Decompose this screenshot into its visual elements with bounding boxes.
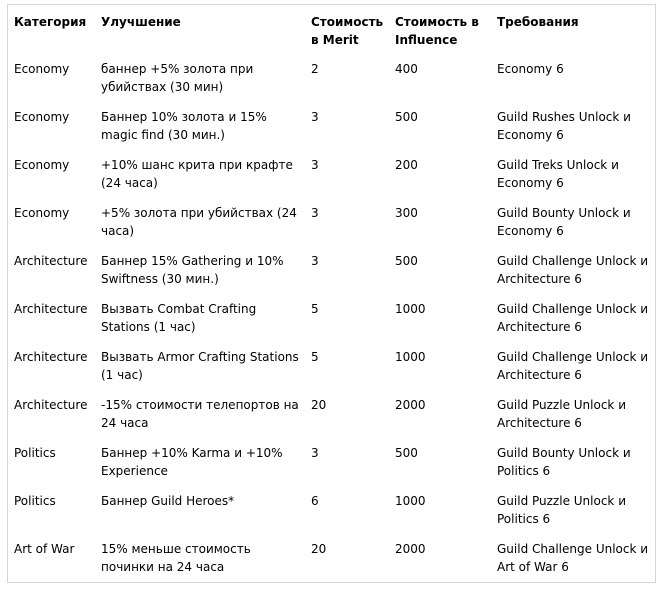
- header-merit-cost: Стоимость в Merit: [311, 15, 384, 47]
- header-requirements: Требования: [497, 15, 579, 29]
- cell-upgrade: +5% золота при убийствах (24 часа): [101, 206, 297, 238]
- cell-requirements: Economy 6: [497, 62, 564, 76]
- cell-requirements: Guild Puzzle Unlock и Politics 6: [497, 494, 626, 526]
- cell-merit: 3: [311, 158, 319, 172]
- cell-upgrade: Вызвать Combat Crafting Stations (1 час): [101, 302, 257, 334]
- header-row: [7, 4, 656, 55]
- cell-upgrade: Баннер Guild Heroes*: [101, 494, 235, 508]
- cell-merit: 5: [311, 350, 319, 364]
- cell-upgrade: Вызвать Armor Crafting Stations (1 час): [101, 350, 299, 382]
- table-row: [7, 487, 656, 535]
- cell-influence: 400: [395, 62, 418, 76]
- cell-category: Economy: [14, 110, 70, 124]
- cell-category: Economy: [14, 206, 70, 220]
- cell-merit: 20: [311, 542, 327, 556]
- cell-merit: 5: [311, 302, 319, 316]
- table-row: [7, 343, 656, 391]
- cell-requirements: Guild Challenge Unlock и Architecture 6: [497, 302, 649, 334]
- cell-category: Politics: [14, 446, 56, 460]
- header-category: Категория: [14, 15, 87, 29]
- cell-category: Politics: [14, 494, 56, 508]
- cell-category: Architecture: [14, 350, 88, 364]
- header-upgrade: Улучшение: [101, 15, 181, 29]
- cell-merit: 6: [311, 494, 319, 508]
- cell-requirements: Guild Rushes Unlock и Economy 6: [497, 110, 631, 142]
- header-influence-cost: Стоимость в Influence: [395, 15, 479, 47]
- table-row: [7, 199, 656, 247]
- cell-influence: 300: [395, 206, 418, 220]
- table-row: [7, 295, 656, 343]
- cell-requirements: Guild Puzzle Unlock и Architecture 6: [497, 398, 626, 430]
- guild-upgrades-table: [7, 4, 656, 583]
- cell-merit: 3: [311, 254, 319, 268]
- cell-influence: 1000: [395, 350, 426, 364]
- cell-upgrade: баннер +5% золота при убийствах (30 мин): [101, 62, 254, 94]
- cell-requirements: Guild Challenge Unlock и Architecture 6: [497, 254, 649, 286]
- cell-influence: 500: [395, 446, 418, 460]
- cell-upgrade: 15% меньше стоимость починки на 24 часа: [101, 542, 251, 574]
- cell-upgrade: -15% стоимости телепортов на 24 часа: [101, 398, 299, 430]
- table-row: [7, 151, 656, 199]
- table-row: [7, 103, 656, 151]
- table-row: [7, 535, 656, 583]
- cell-influence: 200: [395, 158, 418, 172]
- cell-influence: 500: [395, 254, 418, 268]
- cell-category: Economy: [14, 62, 70, 76]
- cell-requirements: Guild Challenge Unlock и Art of War 6: [497, 542, 649, 574]
- cell-category: Architecture: [14, 254, 88, 268]
- cell-upgrade: Баннер 15% Gathering и 10% Swiftness (30 мин.): [101, 254, 284, 286]
- cell-requirements: Guild Bounty Unlock и Economy 6: [497, 206, 631, 238]
- cell-category: Art of War: [14, 542, 75, 556]
- cell-merit: 3: [311, 446, 319, 460]
- cell-category: Architecture: [14, 398, 88, 412]
- cell-upgrade: Баннер 10% золота и 15% magic find (30 мин.): [101, 110, 267, 142]
- cell-upgrade: Баннер +10% Karma и +10% Experience: [101, 446, 283, 478]
- cell-requirements: Guild Treks Unlock и Economy 6: [497, 158, 619, 190]
- cell-merit: 3: [311, 206, 319, 220]
- cell-category: Economy: [14, 158, 70, 172]
- cell-influence: 1000: [395, 494, 426, 508]
- table-row: [7, 55, 656, 103]
- cell-merit: 2: [311, 62, 319, 76]
- cell-requirements: Guild Bounty Unlock и Politics 6: [497, 446, 631, 478]
- table-row: [7, 247, 656, 295]
- table-row: [7, 439, 656, 487]
- cell-influence: 2000: [395, 398, 426, 412]
- cell-influence: 1000: [395, 302, 426, 316]
- cell-influence: 500: [395, 110, 418, 124]
- cell-merit: 3: [311, 110, 319, 124]
- cell-influence: 2000: [395, 542, 426, 556]
- cell-upgrade: +10% шанс крита при крафте (24 часа): [101, 158, 293, 190]
- table-row: [7, 391, 656, 439]
- cell-requirements: Guild Challenge Unlock и Architecture 6: [497, 350, 649, 382]
- cell-merit: 20: [311, 398, 327, 412]
- cell-category: Architecture: [14, 302, 88, 316]
